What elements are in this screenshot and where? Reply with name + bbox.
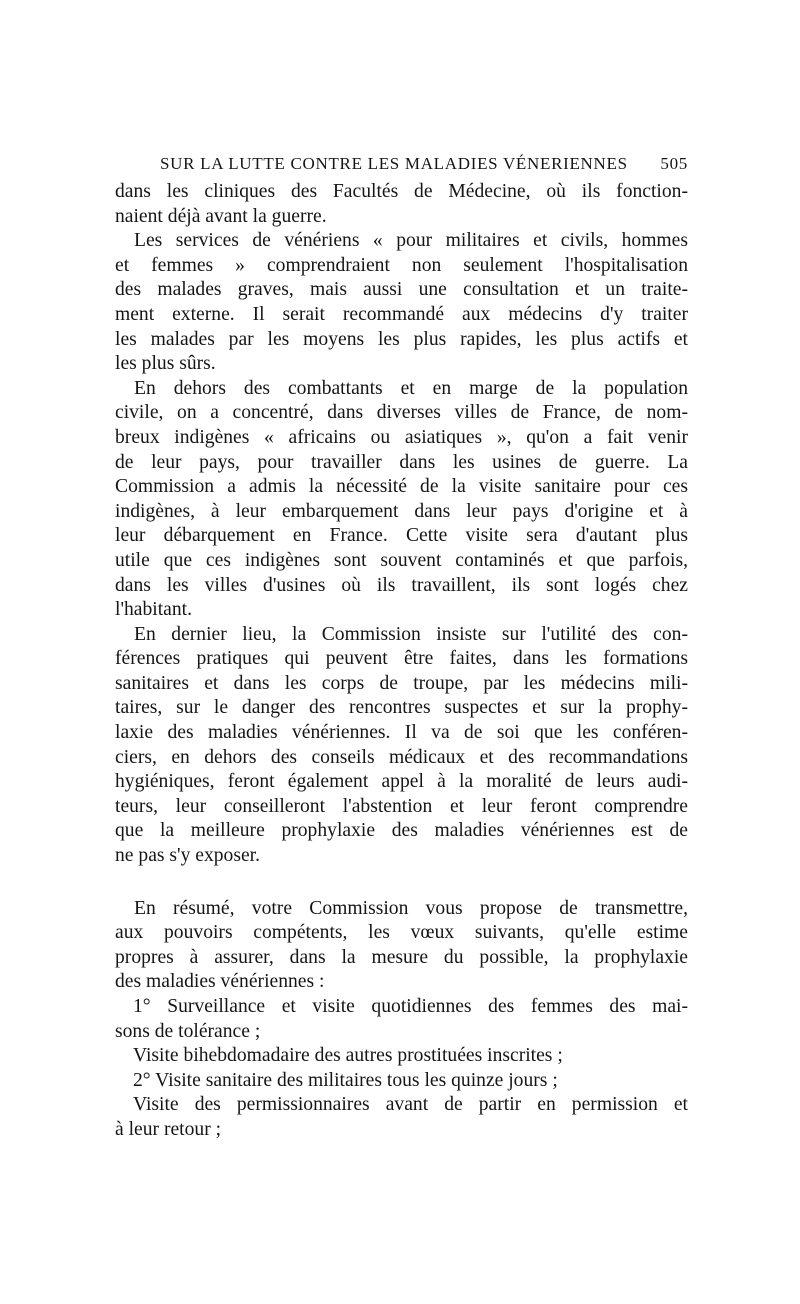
- text-line: civile, on a concentré, dans diverses villes de France, de nom-: [115, 402, 688, 424]
- text-line: hygiéniques, feront également appel à la moralité de leurs audi-: [115, 771, 688, 793]
- text-line: En dehors des combattants et en marge de la population: [134, 377, 688, 399]
- text-line: leur débarquement en France. Cette visite sera d'autant plus: [115, 525, 688, 547]
- page-number: 505: [660, 154, 688, 173]
- text-line: et femmes » comprendraient non seulement l'hospitalisation: [115, 254, 688, 276]
- section-break: [115, 869, 688, 897]
- paragraph-continuation: [115, 180, 688, 229]
- paragraph-summary-intro: [115, 897, 688, 995]
- paragraph-venereal-services: [115, 229, 688, 377]
- text-line: En dernier lieu, la Commission insiste sur l'utilité des con-: [134, 623, 688, 645]
- text-line: breux indigènes « africains ou asiatiques », qu'on a fait venir: [115, 426, 688, 448]
- text-line: 2° Visite sanitaire des militaires tous les quinze jours ;: [133, 1069, 558, 1091]
- text-line: 1° Surveillance et visite quotidiennes des femmes des mai-: [133, 996, 688, 1017]
- text-line: férences pratiques qui peuvent être faites, dans les formations: [115, 648, 688, 670]
- text-line: En résumé, votre Commission vous propose de transmettre,: [134, 897, 688, 919]
- text-line: à leur retour ;: [115, 1118, 222, 1140]
- text-line: utile que ces indigènes sont souvent contaminés et que parfois,: [115, 549, 688, 571]
- text-line: taires, sur le danger des rencontres suspectes et sur la prophy-: [115, 697, 688, 719]
- wish-item-2b: [115, 1093, 688, 1142]
- text-line: sons de tolérance ;: [115, 1020, 261, 1042]
- paragraph-indigenes: [115, 377, 688, 623]
- text-line: ment externe. Il serait recommandé aux médecins d'y traiter: [115, 303, 688, 325]
- text-line: des malades graves, mais aussi une consultation et un traite-: [115, 279, 688, 301]
- text-line: des maladies vénériennes :: [115, 971, 325, 993]
- text-line: indigènes, à leur embarquement dans leur pays d'origine et à: [115, 500, 688, 522]
- text-line: les plus sûrs.: [115, 353, 216, 375]
- wish-item-1b: [115, 1044, 688, 1069]
- text-line: l'habitant.: [115, 599, 192, 621]
- text-line: ciers, en dehors des conseils médicaux et des recommandations: [115, 746, 688, 768]
- wish-item-1: [115, 995, 688, 1044]
- text-line: que la meilleure prophylaxie des maladies vénériennes est de: [115, 820, 688, 842]
- text-line: naient déjà avant la guerre.: [115, 205, 327, 227]
- text-line: teurs, leur conseilleront l'abstention et leur feront comprendre: [115, 795, 688, 817]
- text-line: dans les villes d'usines où ils travaillent, ils sont logés chez: [115, 574, 688, 596]
- running-head-title: SUR LA LUTTE CONTRE LES MALADIES VÉNERIENNES: [160, 154, 628, 173]
- wish-item-2: [115, 1069, 688, 1094]
- text-line: Visite des permissionnaires avant de partir en permission et: [133, 1094, 688, 1116]
- paragraph-conferences: [115, 623, 688, 869]
- text-line: ne pas s'y exposer.: [115, 845, 261, 867]
- running-head: [160, 150, 688, 178]
- text-line: les malades par les moyens les plus rapides, les plus actifs et: [115, 328, 688, 350]
- body-text: [115, 180, 688, 1143]
- text-line: Les services de vénériens « pour militaires et civils, hommes: [134, 230, 688, 252]
- text-line: Commission a admis la nécessité de la visite sanitaire pour ces: [115, 476, 688, 498]
- text-line: laxie des maladies vénériennes. Il va de soi que les conféren-: [115, 722, 688, 744]
- text-line: sanitaires et dans les corps de troupe, par les médecins mili-: [115, 672, 688, 694]
- text-line: aux pouvoirs compétents, les vœux suivants, qu'elle estime: [115, 922, 688, 944]
- text-line: Visite bihebdomadaire des autres prostituées inscrites ;: [133, 1045, 563, 1067]
- text-line: dans les cliniques des Facultés de Médecine, où ils fonction-: [115, 181, 688, 202]
- text-line: de leur pays, pour travailler dans les usines de guerre. La: [115, 451, 688, 473]
- text-line: propres à assurer, dans la mesure du possible, la prophylaxie: [115, 946, 688, 968]
